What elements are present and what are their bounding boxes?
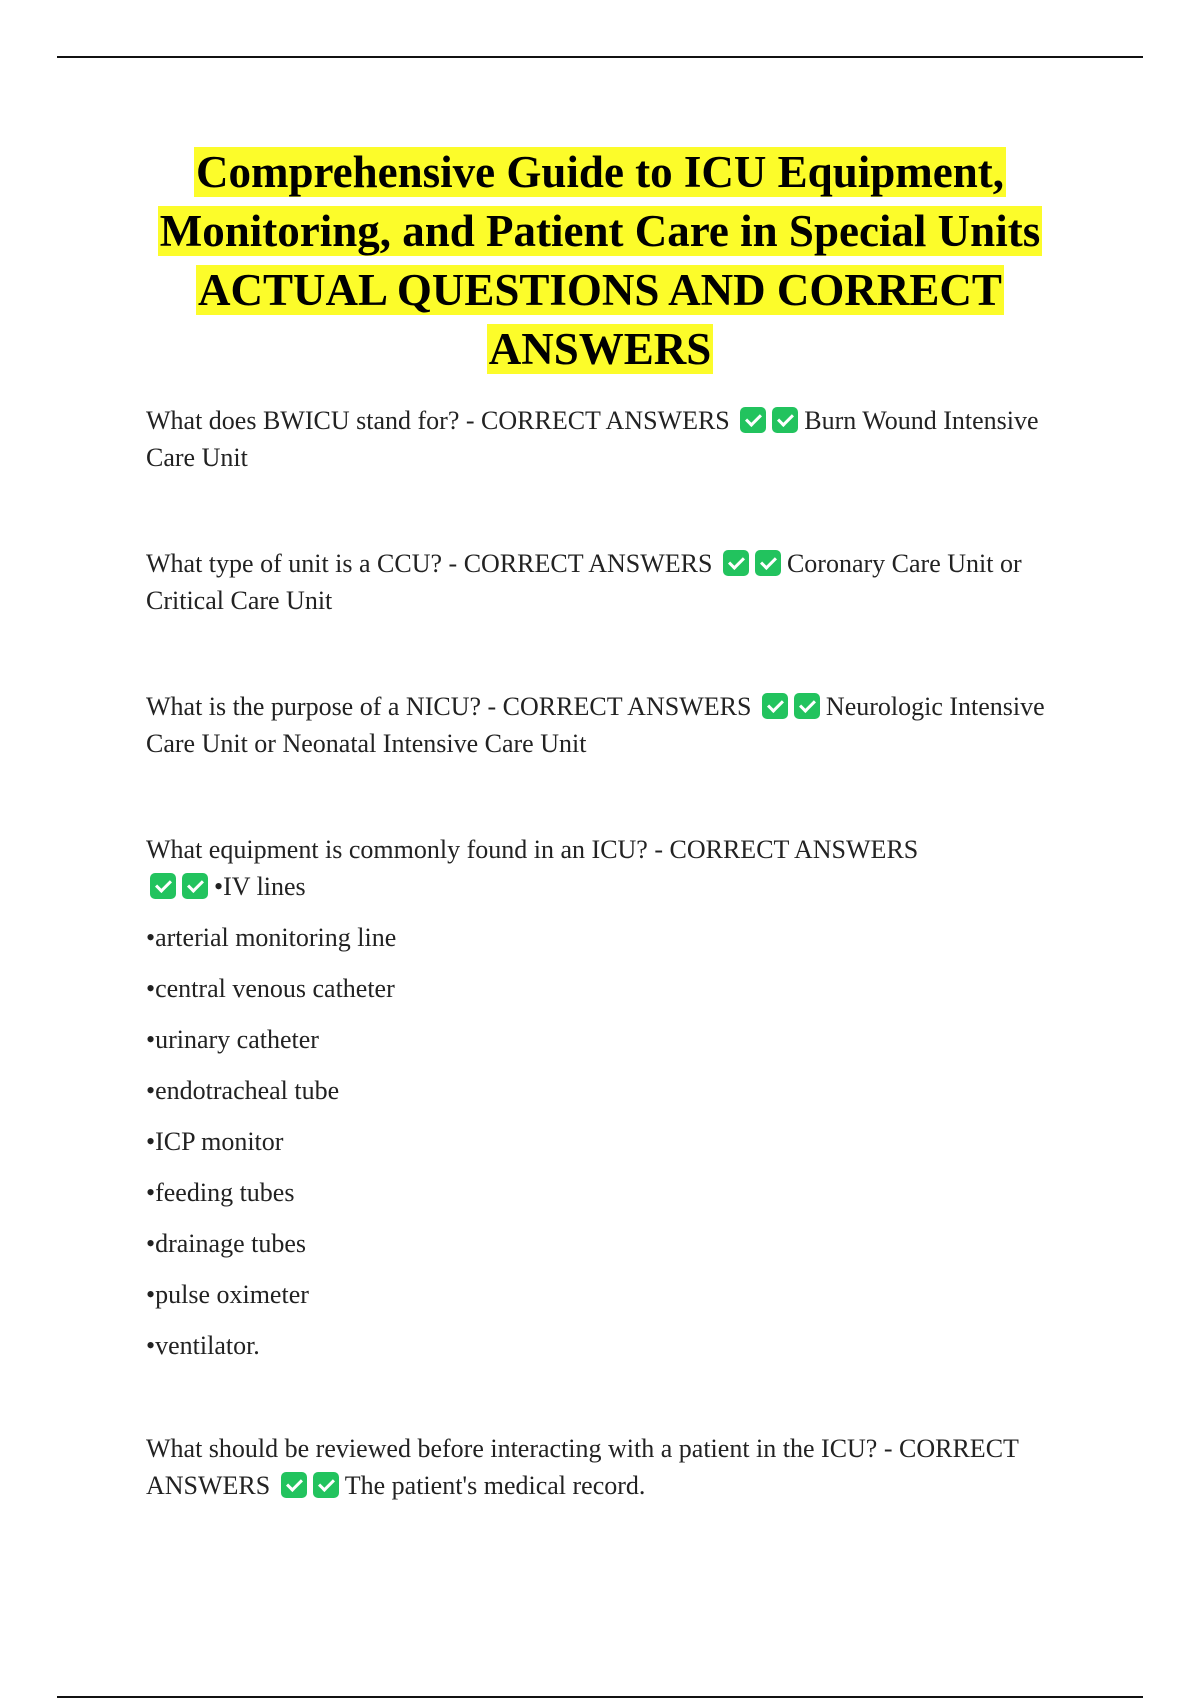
- answer-text: The patient's medical record.: [344, 1471, 646, 1500]
- list-item: •feeding tubes: [146, 1178, 295, 1207]
- list-item: •ICP monitor: [146, 1127, 284, 1156]
- qa-item: [146, 831, 1046, 1364]
- question-text: What is the purpose of a NICU? - CORRECT ANSWERS: [146, 692, 752, 721]
- check-mark-icon: [794, 693, 820, 719]
- check-mark-icon: [772, 407, 798, 433]
- list-item: •drainage tubes: [146, 1229, 306, 1258]
- answer-text: •IV lines: [214, 872, 306, 901]
- answer-text: Coronary Care Unit or Critical Care Unit: [146, 549, 1022, 615]
- question-text: What should be reviewed before interacting with a patient in the ICU? - CORRECT ANSWERS: [146, 1434, 1019, 1500]
- document-title: [100, 143, 1100, 379]
- question-text: What type of unit is a CCU? - CORRECT ANSWERS: [146, 549, 713, 578]
- list-item: •arterial monitoring line: [146, 923, 397, 952]
- qa-item: [146, 688, 1046, 762]
- list-item: •urinary catheter: [146, 1025, 319, 1054]
- check-mark-icon: [281, 1472, 307, 1498]
- qa-item: [146, 1430, 1046, 1504]
- answer-text: Neurologic Intensive Care Unit or Neonatal Intensive Care Unit: [146, 692, 1045, 758]
- check-mark-icon: [740, 407, 766, 433]
- check-mark-icon: [182, 873, 208, 899]
- question-text: What does BWICU stand for? - CORRECT ANSWERS: [146, 406, 730, 435]
- answer-text: Burn Wound Intensive Care Unit: [146, 406, 1039, 472]
- list-item: •pulse oximeter: [146, 1280, 309, 1309]
- check-mark-icon: [313, 1472, 339, 1498]
- equipment-list: [146, 919, 1046, 1364]
- question-text: What equipment is commonly found in an ICU? - CORRECT ANSWERS: [146, 835, 919, 864]
- check-mark-icon: [723, 550, 749, 576]
- check-mark-icon: [762, 693, 788, 719]
- qa-item: [146, 545, 1046, 619]
- title-highlight: Comprehensive Guide to ICU Equipment, Monitoring, and Patient Care in Special Units ACTUAL QUESTIONS AND CORRECT ANSWERS: [159, 147, 1041, 374]
- list-item: •ventilator.: [146, 1331, 260, 1360]
- check-mark-icon: [755, 550, 781, 576]
- top-rule: [57, 56, 1143, 58]
- qa-item: [146, 402, 1046, 476]
- check-mark-icon: [150, 873, 176, 899]
- list-item: •central venous catheter: [146, 974, 395, 1003]
- list-item: •endotracheal tube: [146, 1076, 340, 1105]
- qa-content: [146, 402, 1046, 1504]
- bottom-rule: [57, 1696, 1143, 1698]
